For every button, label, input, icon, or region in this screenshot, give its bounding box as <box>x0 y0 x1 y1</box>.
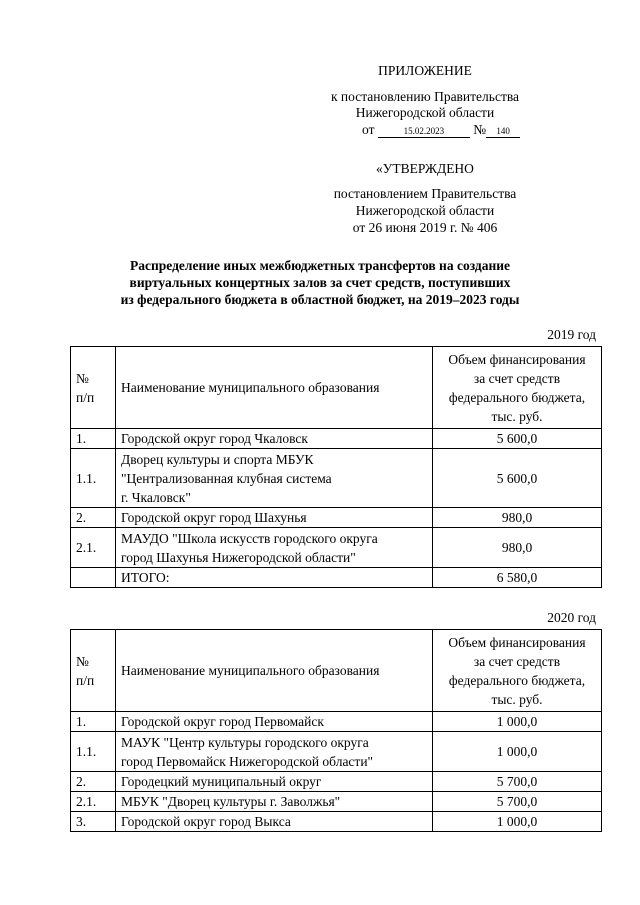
row-name: МБУК "Дворец культуры г. Заволжья" <box>116 792 433 812</box>
row-num: 1.1. <box>71 449 116 508</box>
row-name: Городецкий муниципальный округ <box>116 772 433 792</box>
number-prefix: № <box>473 122 487 137</box>
approved-by-text: постановлением Правительства <box>333 186 517 201</box>
row-value: 980,0 <box>433 508 602 528</box>
col-financing-header: Объем финансирования за счет средств федерального бюджета, тыс. руб. <box>433 630 602 712</box>
table-total-row <box>71 568 602 588</box>
table-2019 <box>70 346 602 588</box>
appendix-label: ПРИЛОЖЕНИЕ <box>378 63 472 78</box>
region-text: Нижегородской области <box>355 105 495 120</box>
row-value: 1 000,0 <box>433 732 602 772</box>
row-value: 1 000,0 <box>433 812 602 832</box>
title-line-1: Распределение иных межбюджетных трансфертов на создание <box>129 258 511 273</box>
row-name: МАУДО "Школа искусств городского округа город Шахунья Нижегородской области" <box>116 528 433 568</box>
table-row <box>71 712 602 732</box>
table-row <box>71 792 602 812</box>
row-num: 3. <box>71 812 116 832</box>
title-line-3: из федерального бюджета в областной бюджет, на 2019–2023 годы <box>120 292 520 307</box>
table-row <box>71 732 602 772</box>
row-value: 980,0 <box>433 528 602 568</box>
year-2020-label: 2020 год <box>547 610 596 625</box>
table-header-row <box>71 630 602 712</box>
row-name: МАУК "Центр культуры городского округа город Первомайск Нижегородской области" <box>116 732 433 772</box>
row-name: ИТОГО: <box>116 568 433 588</box>
col-name-header: Наименование муниципального образования <box>116 630 433 712</box>
table-header-row <box>71 347 602 429</box>
row-num: 2.1. <box>71 792 116 812</box>
row-num: 2.1. <box>71 528 116 568</box>
row-value: 6 580,0 <box>433 568 602 588</box>
row-name: Городской округ город Чкаловск <box>116 429 433 449</box>
col-num-header: № п/п <box>71 630 116 712</box>
table-row <box>71 508 602 528</box>
table-row <box>71 449 602 508</box>
row-num: 1.1. <box>71 732 116 772</box>
document-title <box>80 257 560 308</box>
row-num: 2. <box>71 508 116 528</box>
row-name: Городской округ город Выкса <box>116 812 433 832</box>
resolution-date-line <box>362 121 520 138</box>
title-line-2: виртуальных концертных залов за счет средств, поступивших <box>129 275 511 290</box>
row-name: Городской округ город Шахунья <box>116 508 433 528</box>
table-2020 <box>70 629 602 832</box>
row-value: 5 700,0 <box>433 772 602 792</box>
approved-date-text: от 26 июня 2019 г. № 406 <box>352 220 498 235</box>
date-prefix: от <box>362 122 375 137</box>
row-value: 5 600,0 <box>433 429 602 449</box>
row-num: 2. <box>71 772 116 792</box>
col-num-header: № п/п <box>71 347 116 429</box>
table-row <box>71 772 602 792</box>
approved-label: «УТВЕРЖДЕНО <box>376 161 474 176</box>
row-num <box>71 568 116 588</box>
year-2019-label: 2019 год <box>547 327 596 342</box>
col-name-header: Наименование муниципального образования <box>116 347 433 429</box>
row-num: 1. <box>71 712 116 732</box>
row-num: 1. <box>71 429 116 449</box>
row-value: 5 600,0 <box>433 449 602 508</box>
row-name: Городской округ город Первомайск <box>116 712 433 732</box>
table-row <box>71 429 602 449</box>
row-name: Дворец культуры и спорта МБУК "Централизованная клубная система г. Чкаловск" <box>116 449 433 508</box>
row-value: 5 700,0 <box>433 792 602 812</box>
table-row <box>71 528 602 568</box>
resolution-date: 15.02.2023 <box>378 126 470 138</box>
row-value: 1 000,0 <box>433 712 602 732</box>
resolution-number: 140 <box>486 126 520 138</box>
table-row <box>71 812 602 832</box>
col-financing-header: Объем финансирования за счет средств федерального бюджета, тыс. руб. <box>433 347 602 429</box>
approved-region-text: Нижегородской области <box>355 203 495 218</box>
to-resolution-text: к постановлению Правительства <box>330 89 520 104</box>
